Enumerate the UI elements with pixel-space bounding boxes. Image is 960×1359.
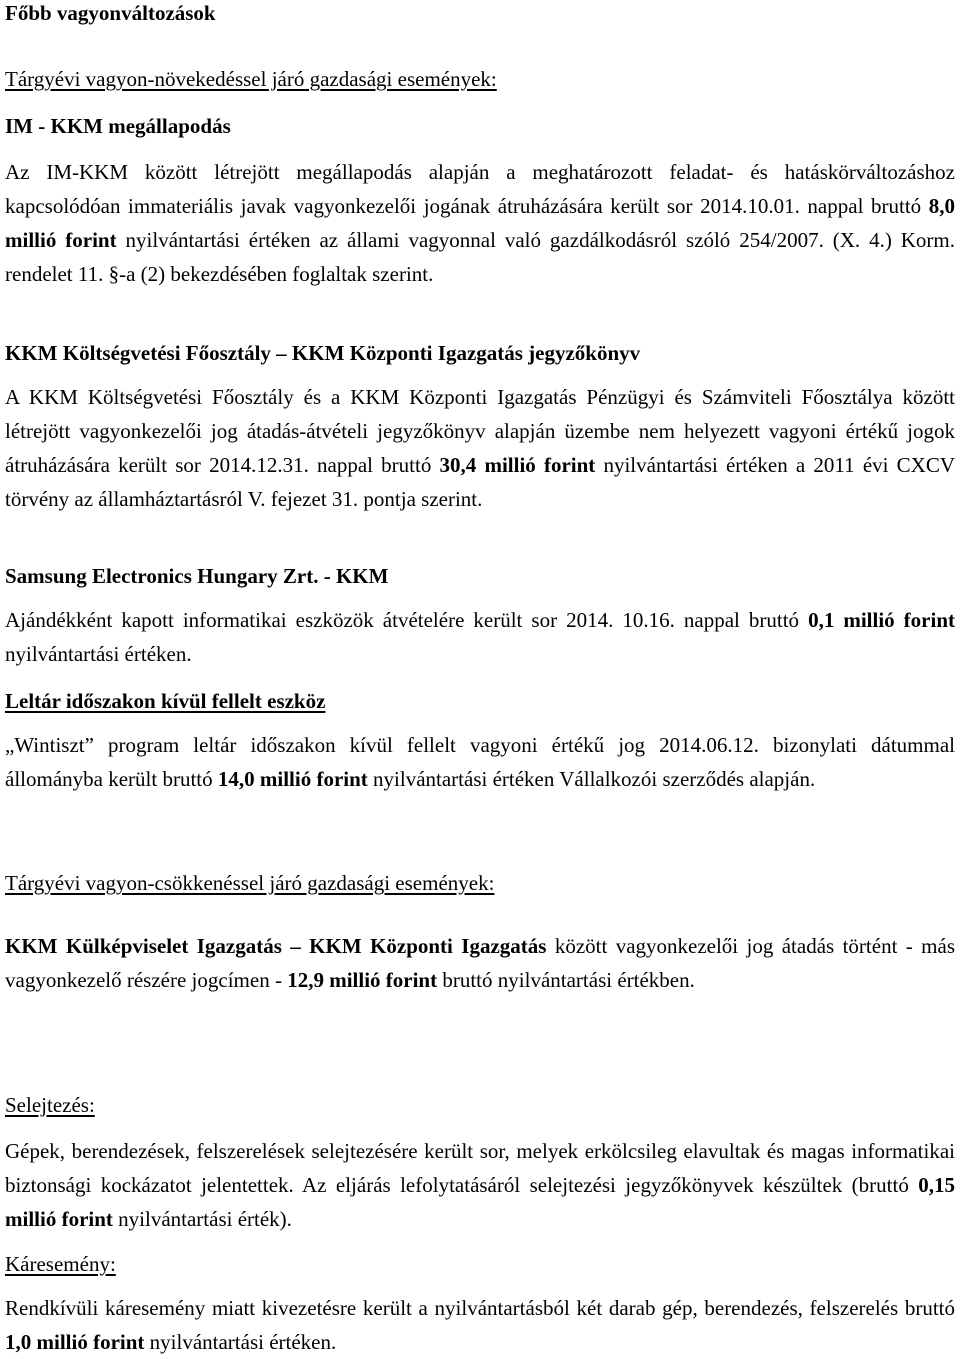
text-run: „Wintiszt” program leltár időszakon kívül fellelt vagyoni értékű jog 2014.06.12. bizonylati dátummal állományba került bruttó [5, 733, 955, 791]
samsung-text [5, 603, 955, 671]
im-kkm-agreement-text [5, 155, 955, 291]
text-run: között vagyonkezelői jog átadás történt - más vagyonkezelő részére jogcímen - [5, 934, 955, 992]
scrapping-heading: Selejtezés: [5, 1093, 95, 1117]
damage-heading: Káresemény: [5, 1252, 116, 1276]
scrapping-text [5, 1134, 955, 1236]
increase-section-heading: Tárgyévi vagyon-növekedéssel járó gazdasági események: [5, 67, 497, 91]
damage-text [5, 1291, 955, 1359]
text-run: Ajándékként kapott informatikai eszközök átvételére került sor 2014. 10.16. nappal bruttó [5, 608, 809, 632]
amount-value: 8,0 millió forint [5, 194, 955, 252]
inventory-heading: Leltár időszakon kívül fellelt eszköz [5, 689, 326, 713]
samsung-heading: Samsung Electronics Hungary Zrt. - KKM [5, 564, 389, 588]
text-run: nyilvántartási értéken. [144, 1330, 337, 1354]
text-run: nyilvántartási értéken a 2011 évi CXCV törvény az államháztartásról V. fejezet 31. pontja szerint. [5, 453, 955, 511]
document-title: Főbb vagyonváltozások [5, 1, 216, 25]
text-run: Gépek, berendezések, felszerelések selejtezésére került sor, melyek erkölcsileg elavultak és magas informatikai biztonsági kockázatot jelentettek. Az eljárás lefolytatásáról selejtezési jegyzőkönyvek készültek (bruttó [5, 1139, 955, 1197]
text-run: Az IM-KKM között létrejött megállapodás alapján a meghatározott feladat- és hatáskörváltozáshoz kapcsolódóan immateriális javak vagyonkezelői jogának átruházására került sor 2014.10.01. nappal bruttó [5, 160, 955, 218]
im-kkm-agreement-heading: IM - KKM megállapodás [5, 114, 231, 138]
text-run: nyilvántartási értéken Vállalkozói szerződés alapján. [367, 767, 816, 791]
text-run: nyilvántartási értéken az állami vagyonnal való gazdálkodásról szóló 254/2007. (X. 4.) Korm. rendelet 11. §-a (2) bekezdésében foglaltak szerint. [5, 228, 955, 286]
amount-value: 30,4 millió forint [439, 453, 596, 477]
text-run: bruttó nyilvántartási értékben. [437, 968, 695, 992]
inventory-text [5, 728, 955, 796]
protocol-heading: KKM Költségvetési Főosztály – KKM Központi Igazgatás jegyzőkönyv [5, 341, 641, 365]
text-run: nyilvántartási érték). [112, 1207, 292, 1231]
protocol-text [5, 380, 955, 516]
amount-value: 12,9 millió forint [287, 968, 438, 992]
text-run: A KKM Költségvetési Főosztály és a KKM Központi Igazgatás Pénzügyi és Számviteli Főosztálya között létrejött vagyonkezelői jog átadás-átvételi jegyzőkönyv alapján üzembe nem helyezett vagyoni értékű jogok átruházására került sor 2014.12.31. nappal bruttó [5, 385, 955, 477]
decrease-section-heading: Tárgyévi vagyon-csökkenéssel járó gazdasági események: [5, 871, 495, 895]
amount-value: 14,0 millió forint [217, 767, 368, 791]
amount-value: 0,1 millió forint [808, 608, 956, 632]
amount-value: 0,15 millió forint [5, 1173, 955, 1231]
amount-value: 1,0 millió forint [5, 1330, 145, 1354]
transfer-parties: KKM Külképviselet Igazgatás – KKM Központi Igazgatás [5, 934, 547, 958]
text-run: nyilvántartási értéken. [5, 642, 192, 666]
text-run: Rendkívüli káresemény miatt kivezetésre került a nyilvántartásból két darab gép, berendezés, felszerelés bruttó [5, 1296, 955, 1320]
decrease-text [5, 929, 955, 997]
